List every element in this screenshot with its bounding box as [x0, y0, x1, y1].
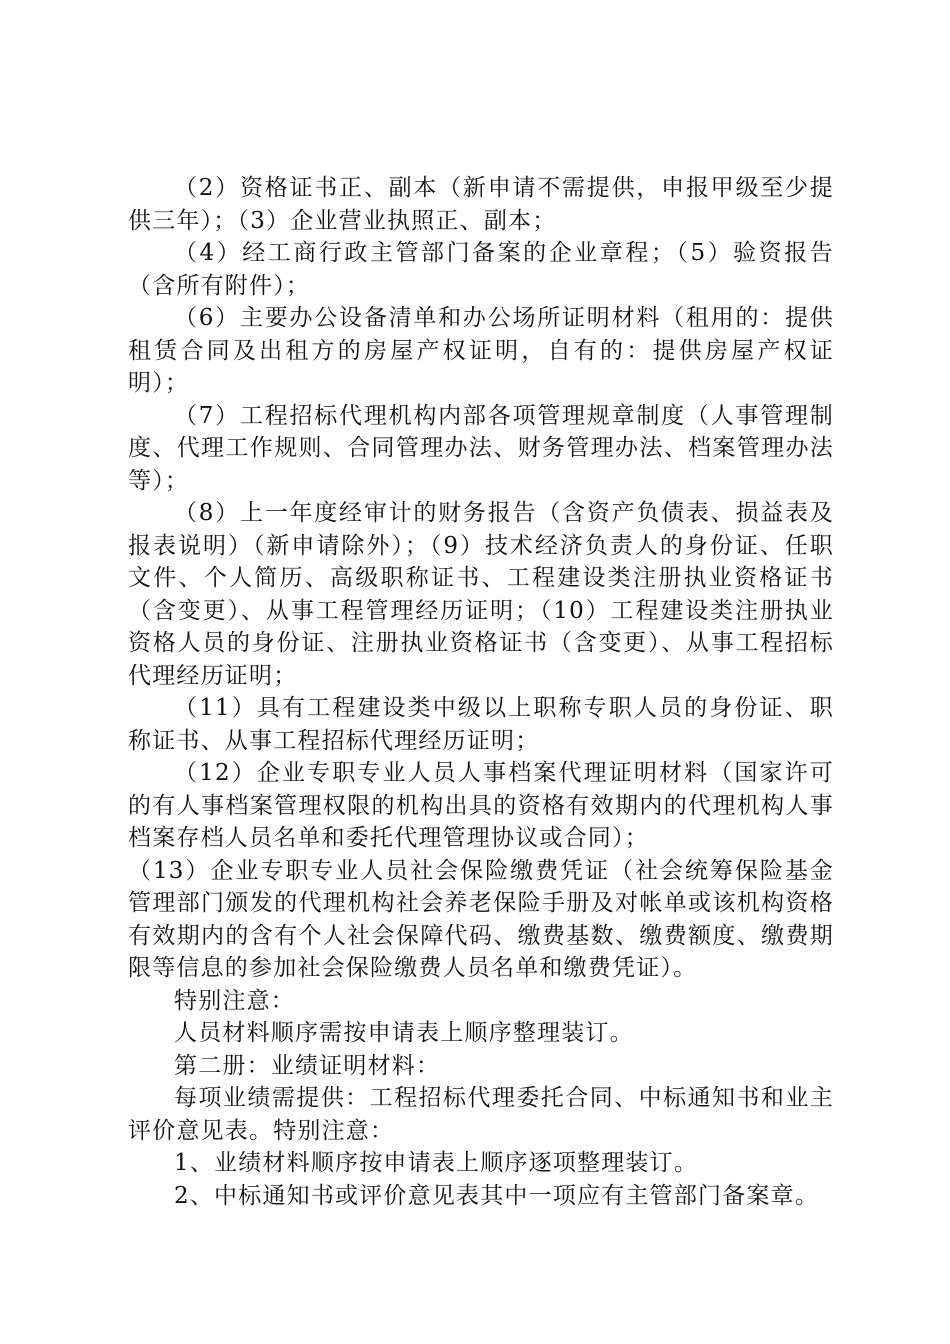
- note-item-2: 2、中标通知书或评价意见表其中一项应有主管部门备案章。: [174, 1182, 820, 1209]
- paragraph-item-13: （13）企业专职专业人员社会保险缴费凭证（社会统筹保险基金管理部门颁发的代理机构社会养老保险手册及对帐单或该机构资格有效期内的含有个人社会保障代码、缴费基数、缴费额度、缴费期限等信息的参加社会保险缴费人员名单和缴费凭证）。: [128, 857, 834, 981]
- paragraph-item-4-5: （4）经工商行政主管部门备案的企业章程；（5）验资报告（含所有附件）；: [128, 240, 834, 299]
- personnel-order-note: 人员材料顺序需按申请表上顺序整理装订。: [174, 1020, 634, 1046]
- note-item-1: 1、业绩材料顺序按申请表上顺序逐项整理装订。: [174, 1150, 699, 1176]
- special-note-heading: 特别注意：: [174, 987, 295, 1014]
- paragraph-item-2-3: （2）资格证书正、副本（新申请不需提供，申报甲级至少提供三年）；（3）企业营业执照正、副本；: [128, 175, 834, 234]
- document-page: [128, 172, 834, 1212]
- performance-requirements: 每项业绩需提供：工程招标代理委托合同、中标通知书和业主评价意见表。特别注意：: [128, 1085, 834, 1144]
- paragraph-item-11: （11）具有工程建设类中级以上职称专职人员的身份证、职称证书、从事工程招标代理经历证明；: [128, 695, 834, 754]
- volume-two-heading: 第二册：业绩证明材料：: [174, 1052, 441, 1079]
- paragraph-item-12: （12）企业专职专业人员人事档案代理证明材料（国家许可的有人事档案管理权限的机构出具的资格有效期内的代理机构人事档案存档人员名单和委托代理管理协议或合同）；: [128, 760, 834, 851]
- paragraph-item-7: （7）工程招标代理机构内部各项管理规章制度（人事管理制度、代理工作规则、合同管理办法、财务管理办法、档案管理办法等）；: [128, 402, 834, 494]
- paragraph-item-8-10: （8）上一年度经审计的财务报告（含资产负债表、损益表及报表说明）（新申请除外）；（9）技术经济负责人的身份证、任职文件、个人简历、高级职称证书、工程建设类注册执业资格证书（含变更）、从事工程管理经历证明；（10）工程建设类注册执业资格人员的身份证、注册执业资格证书（含变更）、从事工程招标代理经历证明；: [128, 500, 834, 689]
- paragraph-item-6: （6）主要办公设备清单和办公场所证明材料（租用的：提供租赁合同及出租方的房屋产权证明，自有的：提供房屋产权证明）；: [128, 305, 834, 396]
